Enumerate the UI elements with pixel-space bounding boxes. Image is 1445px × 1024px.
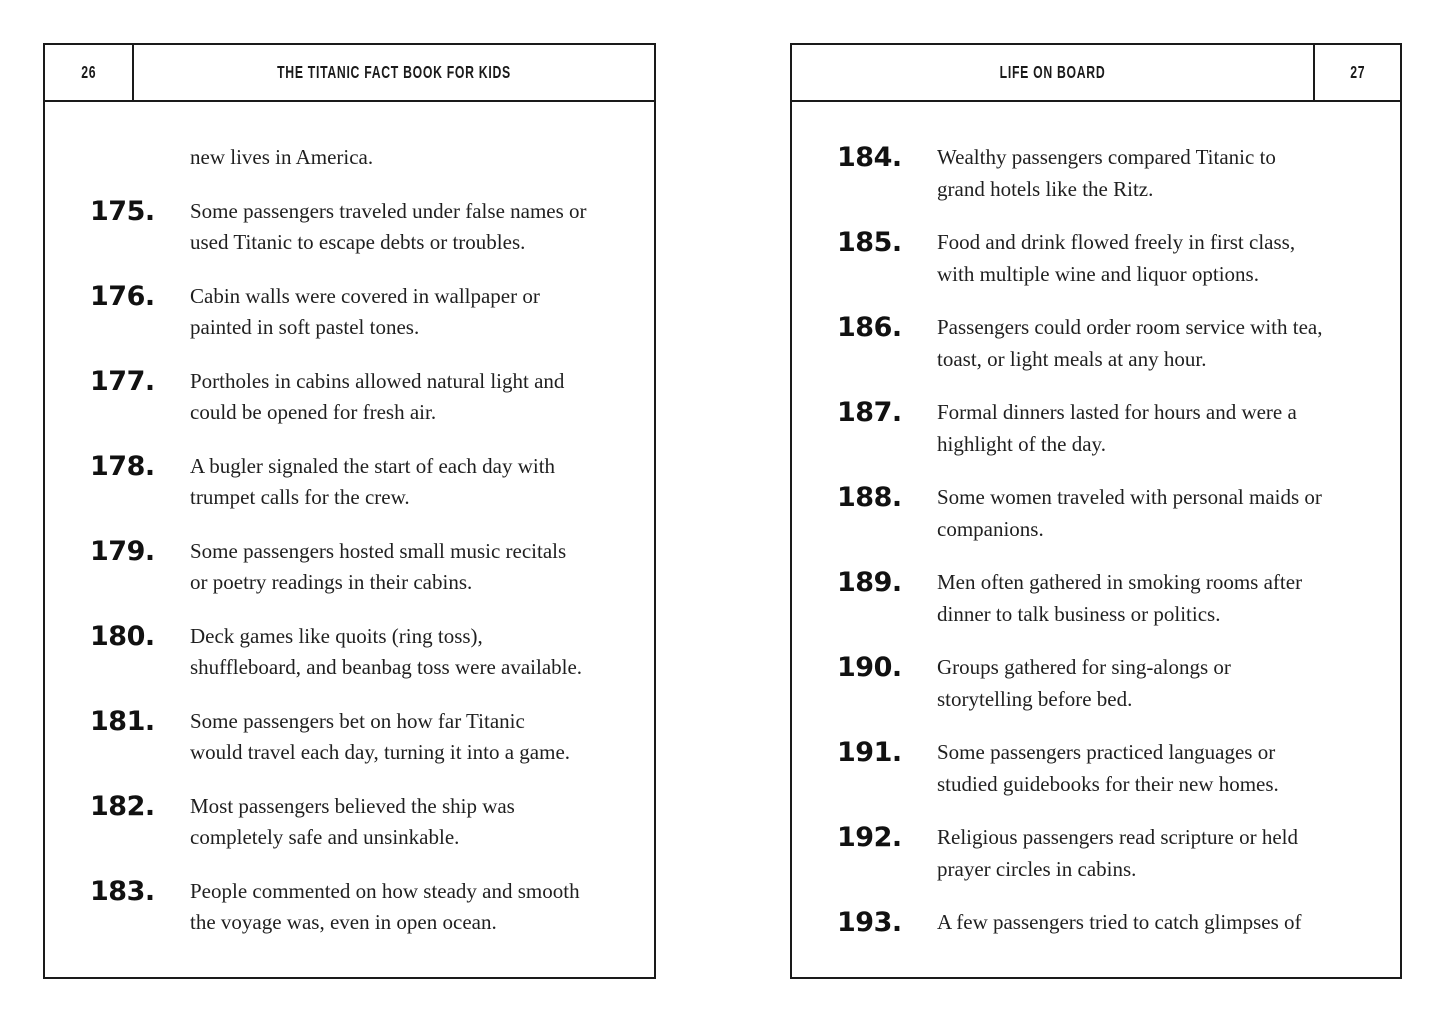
fact-text: [190, 451, 555, 514]
book-page-left: [43, 43, 656, 979]
fact-text-line: with multiple wine and liquor options.: [937, 261, 1259, 286]
fact-text-line: Religious passengers read scripture or held: [937, 825, 1298, 849]
fact-text-line: Food and drink flowed freely in first class,: [937, 230, 1296, 254]
fact-number: 190.: [837, 652, 902, 683]
continuation-line: [90, 142, 644, 174]
fact-text-line: A bugler signaled the start of each day with: [190, 453, 556, 478]
fact-text-line: Most passengers believed the ship was: [190, 793, 515, 818]
book-page-right: [790, 43, 1402, 979]
fact-text-line: prayer circles in cabins.: [937, 856, 1137, 881]
fact-text: [937, 142, 1276, 205]
fact-item: [90, 451, 644, 514]
fact-text-line: new lives in America.: [190, 145, 374, 169]
fact-text-line: painted in soft pastel tones.: [190, 315, 420, 339]
fact-item: [837, 227, 1390, 290]
fact-number: 178.: [90, 450, 155, 482]
fact-text-line: dinner to talk business or politics.: [937, 601, 1221, 626]
fact-item: [90, 196, 644, 259]
running-head-title: LIFE ON BOARD: [999, 62, 1106, 82]
fact-number: 179.: [90, 535, 155, 567]
fact-item: [837, 142, 1390, 205]
page-number-cell: [1313, 45, 1400, 100]
fact-text-line: studied guidebooks for their new homes.: [937, 771, 1279, 796]
fact-number: 191.: [837, 737, 902, 768]
fact-item: [90, 706, 644, 769]
page-number-cell: [45, 45, 134, 100]
fact-item: [90, 281, 644, 344]
fact-number: 184.: [837, 142, 902, 173]
fact-number: 181.: [90, 705, 155, 737]
fact-text: [190, 706, 570, 769]
fact-text-line: Portholes in cabins allowed natural light and: [190, 368, 565, 393]
fact-text-line: People commented on how steady and smooth: [190, 878, 580, 903]
fact-text-line: completely safe and unsinkable.: [190, 825, 460, 849]
running-head-title: THE TITANIC FACT BOOK FOR KIDS: [277, 62, 511, 82]
fact-item: [837, 907, 1390, 939]
fact-item: [837, 397, 1390, 460]
fact-text: [937, 737, 1279, 800]
fact-text-line: Some women traveled with personal maids or: [937, 485, 1322, 509]
fact-text-line: companions.: [937, 516, 1044, 541]
fact-item: [837, 567, 1390, 630]
fact-text: [937, 822, 1298, 885]
fact-number: 183.: [90, 875, 155, 907]
fact-number: 177.: [90, 365, 155, 397]
fact-text: [190, 791, 515, 854]
fact-number: 185.: [837, 227, 902, 258]
fact-text-line: Deck games like quoits (ring toss),: [190, 623, 483, 648]
fact-number: 187.: [837, 397, 902, 428]
fact-text-line: Some passengers traveled under false names or: [190, 198, 587, 223]
facts-list-right: [792, 102, 1400, 939]
fact-text: [190, 366, 564, 429]
fact-text: [937, 397, 1297, 460]
fact-number: 175.: [90, 195, 155, 227]
fact-item: [90, 791, 644, 854]
fact-item: [837, 482, 1390, 545]
fact-number: 176.: [90, 280, 155, 312]
fact-text-line: Some passengers practiced languages or: [937, 740, 1276, 764]
running-head-cell: [134, 45, 654, 100]
fact-text-line: Some passengers bet on how far Titanic: [190, 708, 525, 733]
fact-number: 188.: [837, 482, 902, 513]
running-head-cell: [792, 45, 1313, 100]
fact-item: [837, 822, 1390, 885]
fact-text-line: would travel each day, turning it into a game.: [190, 740, 571, 764]
fact-item: [90, 536, 644, 599]
fact-text-line: storytelling before bed.: [937, 686, 1133, 711]
fact-number: 193.: [837, 907, 902, 938]
fact-text: [937, 227, 1295, 290]
fact-text: [190, 876, 580, 939]
fact-text-line: trumpet calls for the crew.: [190, 485, 410, 509]
fact-text-line: Passengers could order room service with tea,: [937, 315, 1323, 339]
fact-text: [937, 652, 1231, 715]
facts-list-left: [45, 102, 654, 939]
fact-number: 192.: [837, 822, 902, 853]
fact-text-line: Wealthy passengers compared Titanic to: [937, 145, 1276, 169]
fact-item: [90, 621, 644, 684]
fact-text-line: Formal dinners lasted for hours and were a: [937, 400, 1297, 424]
fact-text-line: Men often gathered in smoking rooms after: [937, 570, 1303, 594]
fact-text: [190, 142, 373, 174]
page-header-left: [45, 45, 654, 102]
fact-item: [837, 652, 1390, 715]
fact-text: [937, 907, 1302, 939]
fact-text-line: shuffleboard, and beanbag toss were available.: [190, 655, 583, 679]
fact-text-line: used Titanic to escape debts or troubles.: [190, 230, 526, 254]
fact-text: [190, 621, 582, 684]
fact-number: 186.: [837, 312, 902, 343]
fact-text-line: grand hotels like the Ritz.: [937, 176, 1154, 201]
fact-text: [190, 281, 540, 344]
fact-text-line: Some passengers hosted small music recitals: [190, 538, 567, 563]
fact-item: [837, 312, 1390, 375]
fact-text: [190, 536, 566, 599]
fact-text-line: toast, or light meals at any hour.: [937, 346, 1207, 371]
fact-item: [837, 737, 1390, 800]
fact-number: 180.: [90, 620, 155, 652]
page-header-right: [792, 45, 1400, 102]
fact-number: 189.: [837, 567, 902, 598]
fact-text-line: highlight of the day.: [937, 431, 1106, 456]
fact-text: [190, 196, 587, 259]
fact-text-line: the voyage was, even in open ocean.: [190, 910, 497, 934]
fact-text-line: Cabin walls were covered in wallpaper or: [190, 283, 540, 308]
fact-text-line: or poetry readings in their cabins.: [190, 570, 473, 594]
page-number: 26: [80, 62, 97, 82]
fact-number: 182.: [90, 790, 155, 822]
fact-item: [90, 876, 644, 939]
fact-text: [937, 482, 1322, 545]
fact-item: [90, 366, 644, 429]
fact-text: [937, 312, 1322, 375]
page-number: 27: [1349, 62, 1366, 82]
fact-text: [937, 567, 1302, 630]
fact-text-line: A few passengers tried to catch glimpses of: [937, 910, 1302, 934]
fact-text-line: could be opened for fresh air.: [190, 400, 437, 424]
fact-text-line: Groups gathered for sing-alongs or: [937, 655, 1231, 679]
